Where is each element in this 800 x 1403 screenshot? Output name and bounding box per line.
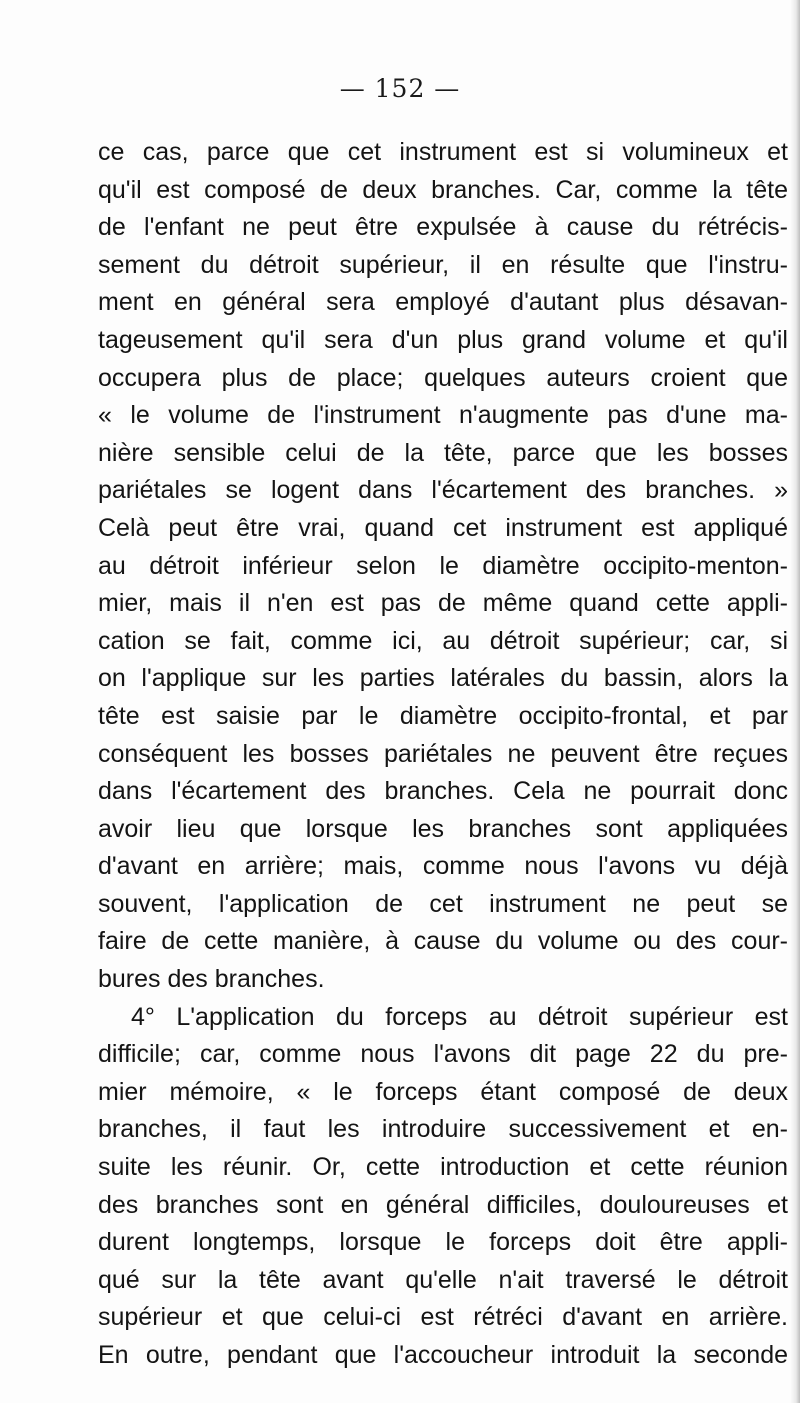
text-line: avoir lieu que lorsque les branches sont appliquées [98, 814, 788, 843]
body-text [98, 134, 788, 1375]
text-line: ment en général sera employé d'autant plus désavan- [98, 288, 788, 317]
text-line: durent longtemps, lorsque le forceps doit être appli- [98, 1228, 788, 1257]
text-line: dans l'écartement des branches. Cela ne pourrait donc [98, 777, 788, 806]
text-line: souvent, l'application de cet instrument ne peut se [98, 889, 788, 918]
text-line: des branches sont en général difficiles, douloureuses et [98, 1190, 788, 1219]
text-line: au détroit inférieur selon le diamètre occipito-menton- [98, 551, 788, 580]
text-line: occupera plus de place; quelques auteurs croient que [98, 363, 788, 392]
text-line: tête est saisie par le diamètre occipito-frontal, et par [98, 701, 788, 730]
text-line: qu'il est composé de deux branches. Car, comme la tête [98, 175, 788, 204]
text-line: supérieur et que celui-ci est rétréci d'avant en arrière. [98, 1303, 788, 1332]
page-edge-shadow [790, 0, 800, 1403]
text-line: branches, il faut les introduire successivement et en- [98, 1115, 788, 1144]
text-line: En outre, pendant que l'accoucheur introduit la seconde [98, 1341, 788, 1369]
text-line: mier mémoire, « le forceps étant composé de deux [98, 1077, 788, 1106]
text-line: d'avant en arrière; mais, comme nous l'avons vu déjà [98, 852, 788, 881]
text-line: faire de cette manière, à cause du volume ou des cour- [98, 927, 788, 956]
text-line: difficile; car, comme nous l'avons dit page 22 du pre- [98, 1040, 788, 1069]
text-line: mier, mais il n'en est pas de même quand cette appli- [98, 589, 788, 618]
text-line: conséquent les bosses pariétales ne peuvent être reçues [98, 739, 788, 768]
text-line: Celà peut être vrai, quand cet instrument est appliqué [98, 513, 788, 542]
text-line: on l'applique sur les parties latérales du bassin, alors la [98, 664, 788, 693]
text-line: ce cas, parce que cet instrument est si volumineux et [98, 138, 788, 166]
page-number-header: — 152 — [339, 74, 461, 103]
text-line: qué sur la tête avant qu'elle n'ait traversé le détroit [98, 1265, 788, 1294]
text-line: tageusement qu'il sera d'un plus grand volume et qu'il [98, 325, 788, 354]
text-line: suite les réunir. Or, cette introduction et cette réunion [98, 1153, 788, 1182]
text-line: bures des branches. [98, 965, 325, 994]
text-line: « le volume de l'instrument n'augmente pas d'une ma- [98, 401, 788, 430]
text-line: nière sensible celui de la tête, parce que les bosses [98, 438, 788, 467]
text-line: de l'enfant ne peut être expulsée à cause du rétrécis- [98, 213, 788, 242]
text-line: cation se fait, comme ici, au détroit supérieur; car, si [98, 626, 788, 655]
text-line: sement du détroit supérieur, il en résulte que l'instru- [98, 250, 788, 279]
text-line: 4° L'application du forceps au détroit supérieur est [131, 1002, 788, 1031]
text-line: pariétales se logent dans l'écartement des branches. » [98, 476, 788, 505]
